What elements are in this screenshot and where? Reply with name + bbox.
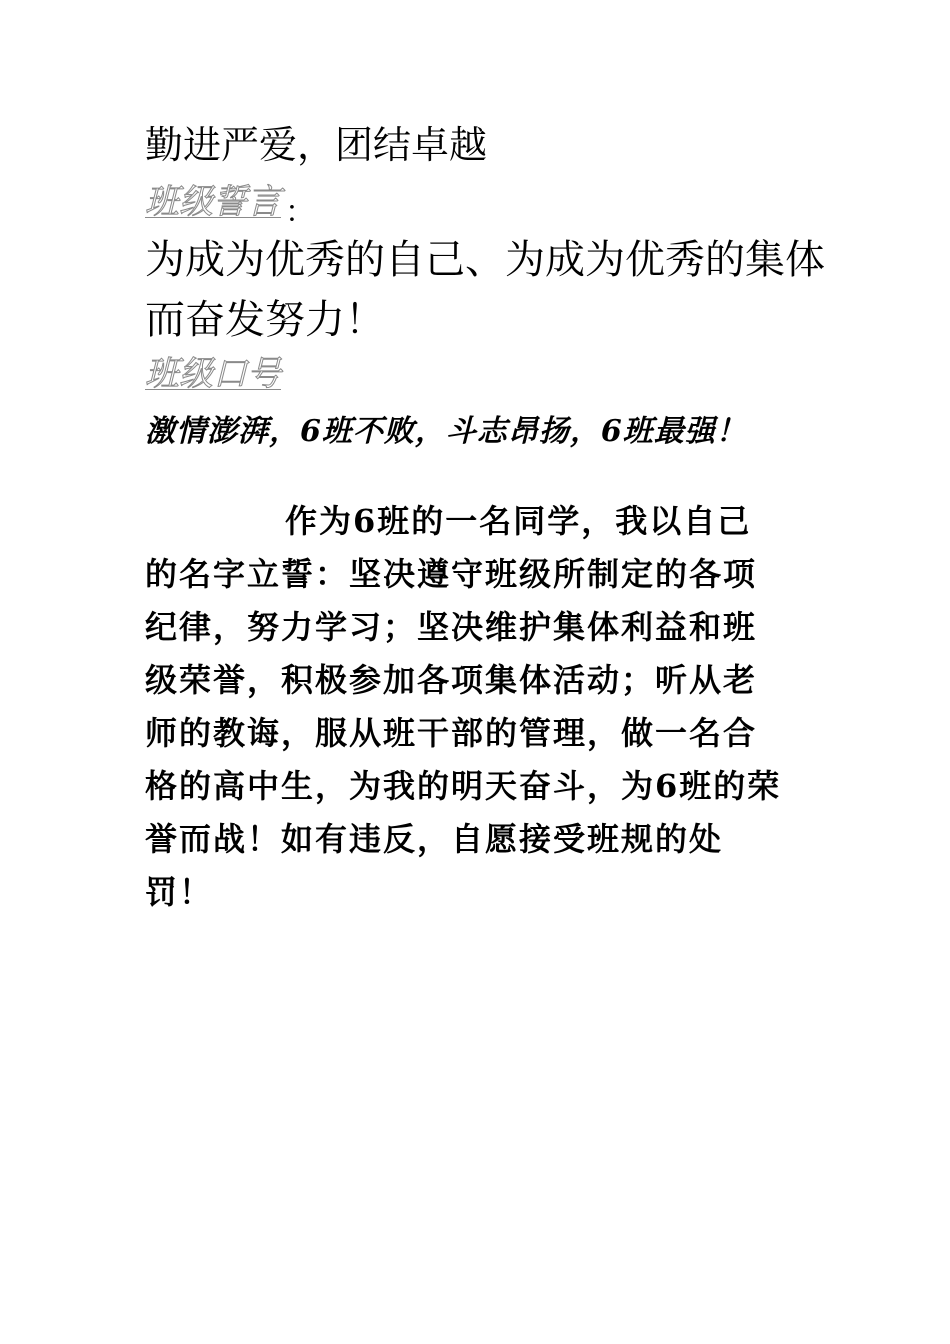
oath-text-line-1: 为成为优秀的自己、为成为优秀的集体 — [145, 237, 825, 283]
pledge-paragraph: 作为6班的一名同学，我以自己的名字立誓：坚决遵守班级所制定的各项纪律，努力学习；坚决维护集体利益和班级荣誉，积极参加各项集体活动；听从老师的教诲，服从班干部的管理，做一名合格的高中生，为我的明天奋斗，为6班的荣誉而战！如有违反，自愿接受班规的处罚！ — [145, 502, 782, 911]
oath-heading-colon: ： — [285, 194, 315, 230]
slogan-heading: 班级口号 — [145, 354, 281, 394]
oath-heading-row — [145, 180, 315, 231]
class-slogan: 激情澎湃，6班不败，斗志昂扬，6班最强！ — [145, 414, 747, 449]
slogan-heading-row — [145, 352, 281, 396]
oath-heading: 班级誓言 — [145, 182, 281, 222]
oath-text-line-2: 而奋发努力！ — [145, 297, 385, 343]
class-motto: 勤进严爱，团结卓越 — [145, 123, 488, 167]
